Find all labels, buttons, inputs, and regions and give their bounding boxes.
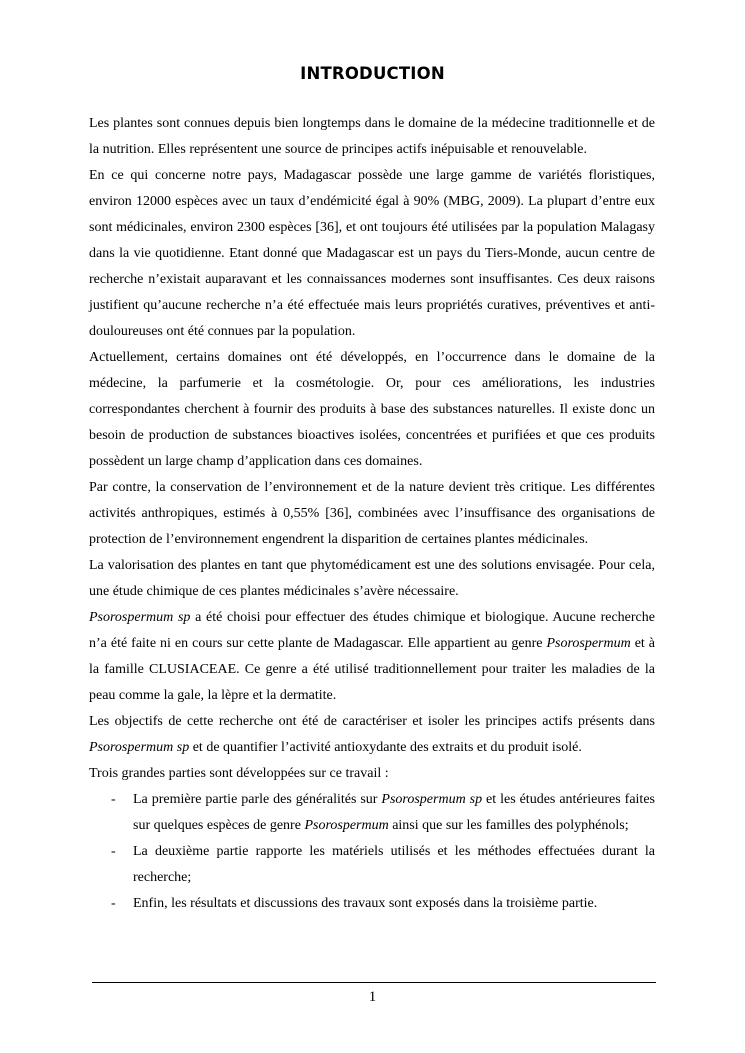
paragraph-parts-intro: Trois grandes parties sont développées sur ce travail : [89, 766, 389, 781]
list-item-text: et les études antérieures faites sur quelques espèces de genre [133, 792, 655, 833]
list-item-text: La deuxième partie rapporte les matériels utilisés et les méthodes effectuées durant la recherche; [133, 844, 655, 885]
paragraph-objectives [89, 709, 655, 761]
list-item-text: La première partie parle des généralités sur [133, 792, 382, 807]
page-number: 1 [368, 989, 377, 1005]
list-item [89, 839, 655, 891]
dash-bullet: - [111, 792, 116, 807]
page-title: INTRODUCTION [300, 64, 445, 83]
paragraph-conservation: Par contre, la conservation de l’environnement et de la nature devient très critique. Les différentes activités anthropiques, estimés à 0,55% [36], combinées avec l’insuffisance des organisations de protection de l’environnement engendrent la disparition de certaines plantes médicinales. [89, 480, 655, 547]
list-item [89, 787, 655, 839]
footer-rule [92, 982, 656, 983]
dash-bullet: - [111, 844, 116, 859]
paragraph-madagascar: En ce qui concerne notre pays, Madagascar possède une large gamme de variétés floristiques, environ 12000 espèces avec un taux d’endémicité égal à 90% (MBG, 2009). La plupart d’entre eux sont médicinales, environ 2300 espèces [36], et ont toujours été utilisées par la population Malagasy dans la vie quotidienne. Etant donné que Madagascar est un pays du Tiers-Monde, aucun centre de recherche n’existait auparavant et les connaissances modernes sont insuffisantes. Ces deux raisons justifient qu’aucune recherche n’a été effectuée mais leurs propriétés curatives, préventives et anti-douloureuses ont été connues par la population. [89, 168, 655, 339]
genus-name: Psorospermum [304, 818, 389, 833]
document-body [89, 111, 655, 917]
paragraph-text: a été choisi pour effectuer des études chimique et biologique. Aucune recherche n’a été faite ni en cours sur cette plante de Madagascar. Elle appartient au genre [89, 610, 655, 651]
list-item-text: Enfin, les résultats et discussions des travaux sont exposés dans la troisième partie. [133, 896, 598, 911]
paragraph-text: et de quantifier l’activité antioxydante des extraits et du produit isolé. [189, 740, 582, 755]
paragraph-text: et à la famille CLUSIACEAE. Ce genre a été utilisé traditionnellement pour traiter les maladies de la peau comme la gale, la lèpre et la dermatite. [89, 636, 655, 703]
list-item [89, 891, 655, 917]
genus-name: Psorospermum [546, 636, 631, 651]
list-item-text: ainsi que sur les familles des polyphénols; [388, 818, 629, 833]
parts-list [89, 787, 655, 917]
paragraph-psorospermum [89, 605, 655, 709]
paragraph-plants: Les plantes sont connues depuis bien longtemps dans le domaine de la médecine traditionnelle et de la nutrition. Elles représentent une source de principes actifs inépuisable et renouvelable. [89, 116, 655, 157]
paragraph-text: Les objectifs de cette recherche ont été de caractériser et isoler les principes actifs présents dans [89, 714, 655, 729]
paragraph-valorisation: La valorisation des plantes en tant que phytomédicament est une des solutions envisagée. Pour cela, une étude chimique de ces plantes médicinales s’avère nécessaire. [89, 558, 655, 599]
dash-bullet: - [111, 896, 116, 911]
species-name: Psorospermum sp [381, 792, 483, 807]
species-name: Psorospermum sp [89, 740, 190, 755]
species-name: Psorospermum sp [89, 610, 191, 625]
paragraph-actuellement: Actuellement, certains domaines ont été développés, en l’occurrence dans le domaine de la médecine, la parfumerie et la cosmétologie. Or, pour ces améliorations, les industries correspondantes cherchent à fournir des produits à base des substances naturelles. Il existe donc un besoin de production de substances bioactives isolées, concentrées et purifiées et que ces produits possèdent un large champ d’application dans ces domaines. [89, 350, 655, 469]
